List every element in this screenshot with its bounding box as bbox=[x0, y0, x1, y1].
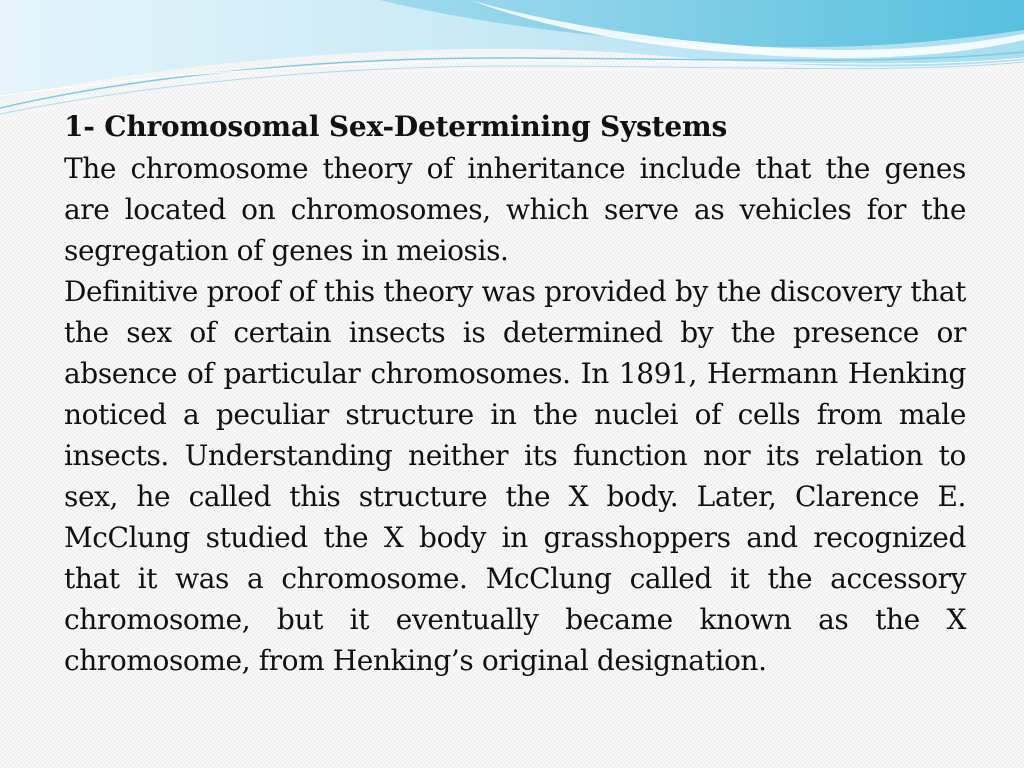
slide-content bbox=[64, 106, 966, 681]
paragraph-chromosome-theory: The chromosome theory of inheritance include that the genes are located on chromosomes, which serve as vehicles for the segregation of genes in meiosis. bbox=[64, 152, 966, 267]
paragraph-definitive-proof: Definitive proof of this theory was provided by the discovery that the sex of certain insects is determined by the presence or absence of particular chromosomes. In 1891, Hermann Henking noticed a peculiar structure in the nuclei of cells from male insects. Understanding neither its function nor its relation to sex, he called this structure the X body. Later, Clarence E. McClung studied the X body in grasshoppers and recognized that it was a chromosome. McClung called it the accessory chromosome, but it eventually became known as the X chromosome, from Henking’s original designation. bbox=[64, 275, 966, 677]
header-wave-decoration bbox=[0, 0, 1024, 120]
slide-title: 1- Chromosomal Sex-Determining Systems bbox=[64, 110, 728, 143]
